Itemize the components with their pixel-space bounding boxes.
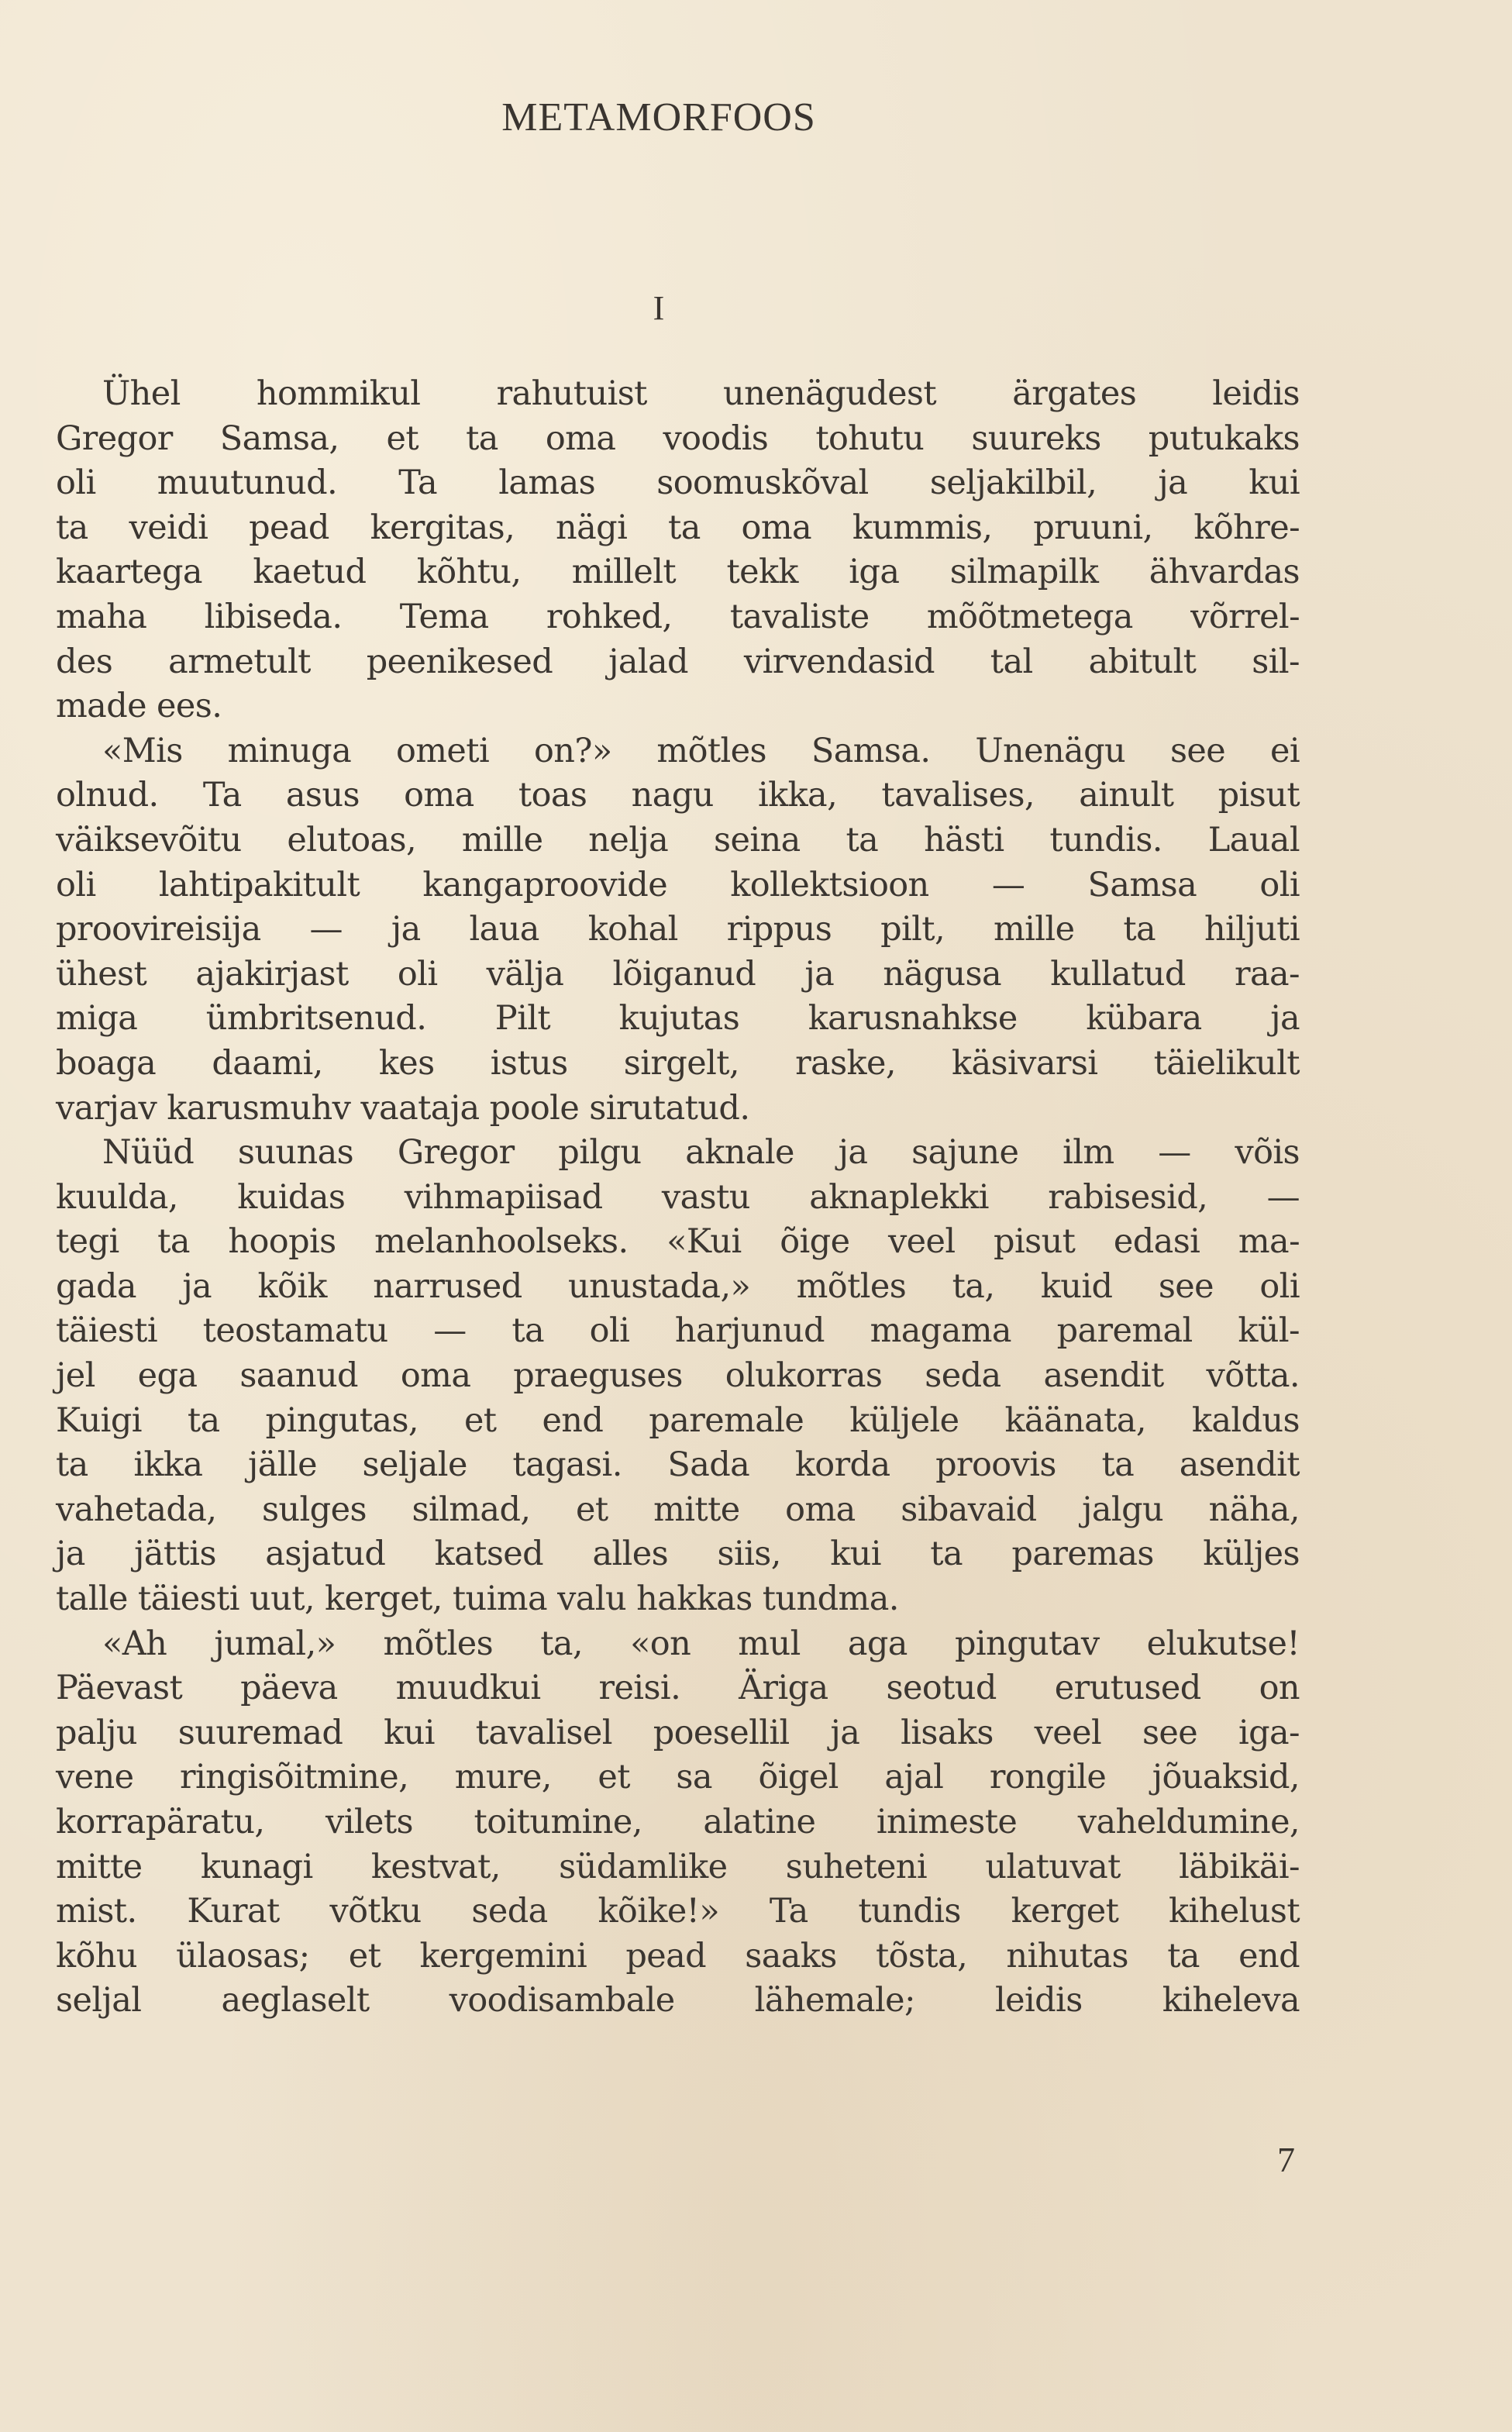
text-line: kaartega kaetud kõhtu, millelt tekk iga silmapilk ähvardas xyxy=(56,553,1300,592)
text-line: kuulda, kuidas vihmapiisad vastu aknaplekki rabisesid, — xyxy=(56,1177,1300,1217)
text-line: ta veidi pead kergitas, nägi ta oma kummis, pruuni, kõhre- xyxy=(56,508,1300,547)
chapter-number: I xyxy=(653,289,665,327)
text-line: des armetult peenikesed jalad virvendasid tal abitult sil- xyxy=(56,642,1300,681)
text-line: miga ümbritsenud. Pilt kujutas karusnahkse kübara ja xyxy=(56,999,1300,1039)
text-line: vene ringisõitmine, mure, et sa õigel ajal rongile jõuaksid, xyxy=(56,1758,1300,1797)
page-number: 7 xyxy=(1277,2140,1295,2179)
text-line: gada ja kõik narrused unustada,» mõtles ta, kuid see oli xyxy=(56,1266,1300,1306)
text-line: Gregor Samsa, et ta oma voodis tohutu suureks putukaks xyxy=(56,419,1300,458)
text-line: kõhu ülaosas; et kergemini pead saaks tõsta, nihutas ta end xyxy=(56,1936,1300,1976)
text-line: oli lahtipakitult kangaproovide kollektsioon — Samsa oli xyxy=(56,865,1300,904)
running-title: METAMORFOOS xyxy=(501,95,816,140)
text-line: seljal aeglaselt voodisambale lähemale; leidis kiheleva xyxy=(56,1981,1300,2020)
text-line: Nüüd suunas Gregor pilgu aknale ja sajune ilm — võis xyxy=(102,1133,1300,1173)
text-line: made ees. xyxy=(56,687,222,726)
text-line: Kuigi ta pingutas, et end paremale küljele käänata, kaldus xyxy=(56,1400,1300,1440)
text-line: tegi ta hoopis melanhoolseks. «Kui õige veel pisut edasi ma- xyxy=(56,1222,1300,1262)
text-line: mist. Kurat võtku seda kõike!» Ta tundis kerget kihelust xyxy=(56,1892,1300,1931)
text-line: proovireisija — ja laua kohal rippus pilt, mille ta hiljuti xyxy=(56,910,1300,949)
text-line: Päevast päeva muudkui reisi. Äriga seotud erutused on xyxy=(56,1669,1300,1708)
text-line: varjav karusmuhv vaataja poole sirutatud. xyxy=(56,1088,750,1128)
text-line: «Mis minuga ometi on?» mõtles Samsa. Unenägu see ei xyxy=(102,731,1300,770)
text-line: väiksevõitu elutoas, mille nelja seina ta hästi tundis. Laual xyxy=(56,820,1300,859)
text-line: olnud. Ta asus oma toas nagu ikka, tavalises, ainult pisut xyxy=(56,776,1300,815)
text-line: vahetada, sulges silmad, et mitte oma sibavaid jalgu näha, xyxy=(56,1490,1300,1529)
body-text xyxy=(56,372,1300,2024)
text-line: Ühel hommikul rahutuist unenägudest ärgates leidis xyxy=(102,374,1300,413)
text-line: palju suuremad kui tavalisel poesellil ja lisaks veel see iga- xyxy=(56,1713,1300,1752)
text-line: oli muutunud. Ta lamas soomuskõval seljakilbil, ja kui xyxy=(56,463,1300,503)
text-line: korrapäratu, vilets toitumine, alatine inimeste vaheldumine, xyxy=(56,1803,1300,1841)
text-line: ühest ajakirjast oli välja lõiganud ja nägusa kullatud raa- xyxy=(56,954,1300,994)
text-line: mitte kunagi kestvat, südamlike suheteni ulatuvat läbikäi- xyxy=(56,1847,1300,1886)
text-line: maha libiseda. Tema rohked, tavaliste mõõtmetega võrrel- xyxy=(56,597,1300,636)
text-line: jel ega saanud oma praeguses olukorras seda asendit võtta. xyxy=(56,1356,1300,1396)
text-line: «Ah jumal,» mõtles ta, «on mul aga pingutav elukutse! xyxy=(102,1624,1300,1663)
text-line: boaga daami, kes istus sirgelt, raske, käsivarsi täielikult xyxy=(56,1043,1300,1083)
text-line: talle täiesti uut, kerget, tuima valu hakkas tundma. xyxy=(56,1579,899,1619)
text-line: täiesti teostamatu — ta oli harjunud magama paremal kül- xyxy=(56,1311,1300,1351)
text-line: ta ikka jälle seljale tagasi. Sada korda proovis ta asendit xyxy=(56,1445,1300,1485)
text-line: ja jättis asjatud katsed alles siis, kui ta paremas küljes xyxy=(56,1535,1300,1574)
